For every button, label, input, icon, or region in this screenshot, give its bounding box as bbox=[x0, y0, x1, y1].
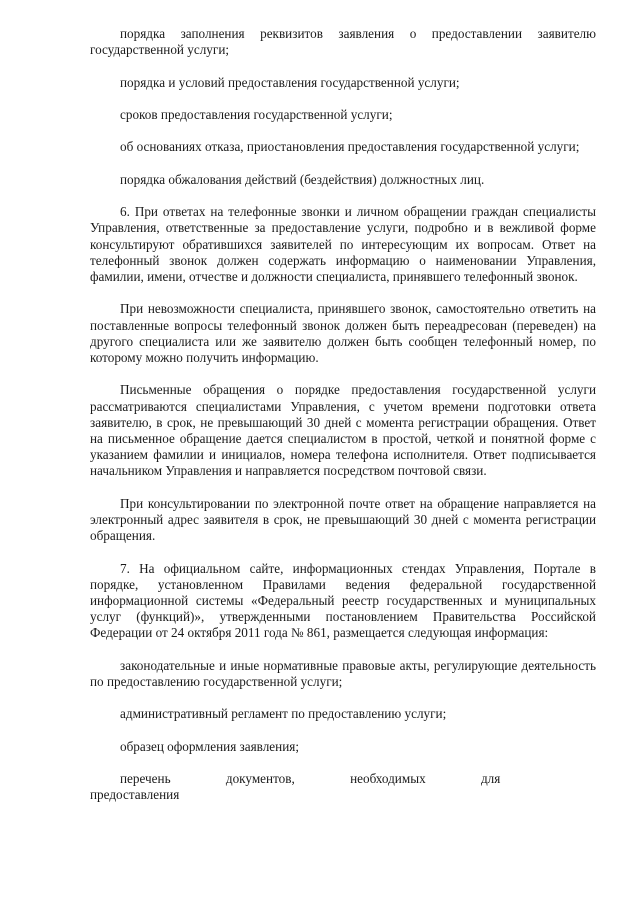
list-item-documents-list: перечень документов, необходимых для предоставления bbox=[90, 771, 501, 803]
list-item-appeal-procedure: порядка обжалования действий (бездействия) должностных лиц. bbox=[120, 171, 485, 187]
paragraph-written-requests: Письменные обращения о порядке предоставления государственной услуги рассматриваются специалистами Управления, с учетом времени подготовки ответа заявителю, в срок, не превышающий 30 дней с момента регистрации обращения. Ответ на письменное обращение дается специалистом в простой, четкой и понятной форме с указанием фамилии и инициалов, номера телефона исполнителя. Ответ подписывается начальником Управления и направляется посредством почтовой связи. bbox=[90, 382, 596, 479]
list-item-admin-regulation: административный регламент по предоставлению услуги; bbox=[120, 706, 447, 722]
list-item-terms: сроков предоставления государственной услуги; bbox=[120, 106, 393, 122]
list-item-application-sample: образец оформления заявления; bbox=[120, 738, 300, 754]
list-item-legal-acts: законодательные и иные нормативные правовые акты, регулирующие деятельность по предоставлению государственной услуги; bbox=[90, 657, 596, 689]
list-item-refusal-grounds: об основаниях отказа, приостановления предоставления государственной услуги; bbox=[120, 139, 580, 155]
paragraph-call-redirect: При невозможности специалиста, принявшего звонок, самостоятельно ответить на поставленные вопросы телефонный звонок должен быть переадресован (переведен) на другого специалиста или же заявителю должен быть сообщен телефонный номер, по которому можно получить информацию. bbox=[90, 301, 596, 365]
list-item-conditions: порядка и условий предоставления государственной услуги; bbox=[120, 74, 460, 90]
paragraph-7-published-information: 7. На официальном сайте, информационных стендах Управления, Портале в порядке, установленном Правилами ведения федеральной государственной информационной системы «Федеральный реестр государственных и муниципальных услуг (функций)», утвержденными постановлением Правительства Российской Федерации от 24 октября 2011 года № 861, размещается следующая информация: bbox=[90, 560, 596, 641]
paragraph-email-consultation: При консультировании по электронной почте ответ на обращение направляется на электронный адрес заявителя в срок, не превышающий 30 дней с момента регистрации обращения. bbox=[90, 495, 596, 544]
paragraph-6-phone-consultation: 6. При ответах на телефонные звонки и личном обращении граждан специалисты Управления, ответственные за предоставление услуги, подробно и в вежливой форме консультируют обратившихся заявителей по интересующим их вопросам. Ответ на телефонный звонок должен содержать информацию о наименовании Управления, фамилии, имени, отчестве и должности специалиста, принявшего телефонный звонок. bbox=[90, 204, 596, 284]
list-item-requisites: порядка заполнения реквизитов заявления о предоставлении заявителю государственной услуги; bbox=[90, 26, 596, 58]
